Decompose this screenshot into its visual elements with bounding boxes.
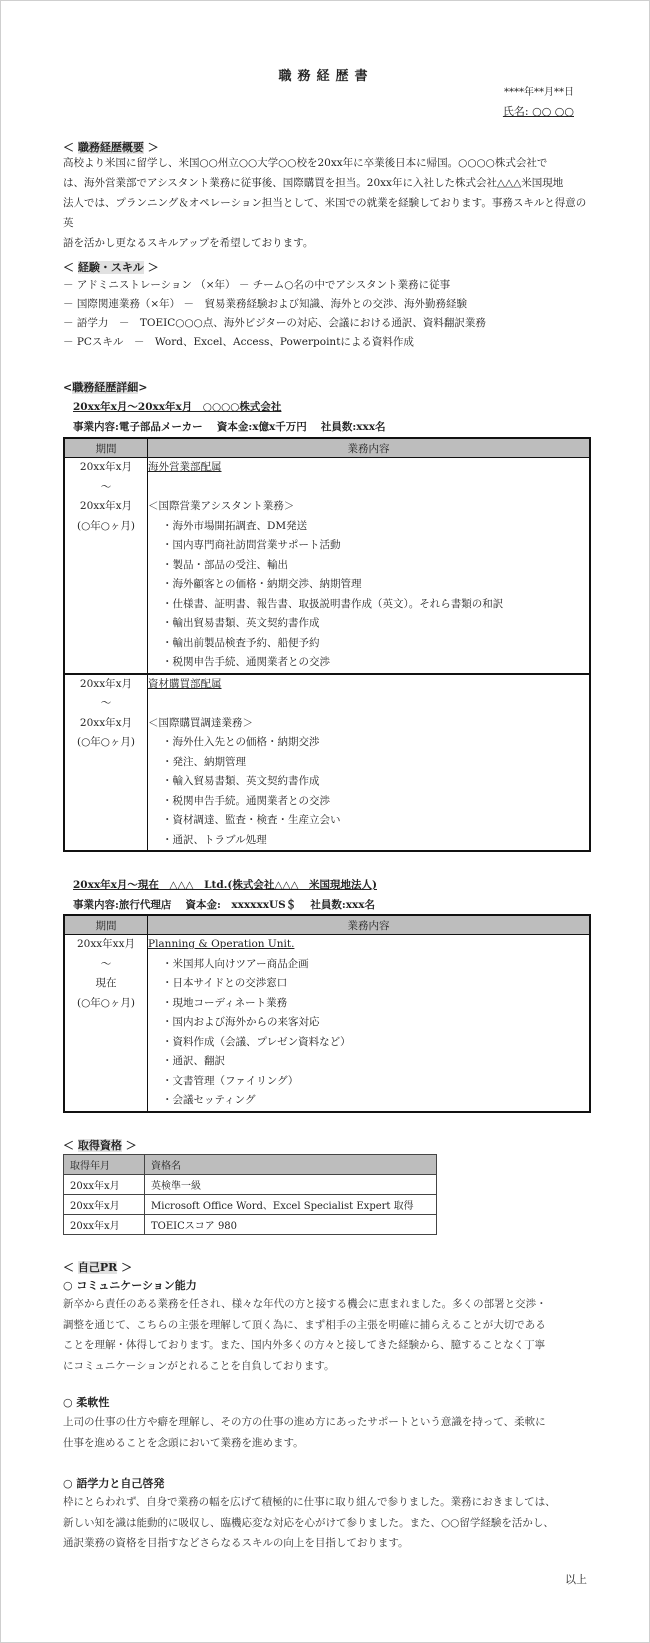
company1-info: 事業内容:電子部品メーカー 資本金:x億x千万円 社員数:xxx名 xyxy=(73,421,386,433)
pr-section-title: ○ コミュニケーション能力 xyxy=(63,1279,197,1292)
pr-section-text: 枠にとらわれず、自身で業務の幅を広げて積極的に仕事に取り組んで参りました。業務におきましては、 新しい知を識は能動的に吸収し、臨機応変な対応を心がけて参りました。また、○○留学経験を活かし、 通訳業務の資格を目指すなどさらなるスキルの向上を目指しております。 xyxy=(63,1496,556,1549)
skills-heading: ＜ 経験・スキル ＞ xyxy=(63,261,159,274)
summary-line: 高校より米国に留学し、米国○○州立○○大学○○校を20xx年に卒業後日本に帰国。○○○○株式会社で xyxy=(63,157,548,169)
period-cell: 20xx年xx月 ～ 現在 (○年○ヶ月) xyxy=(64,935,148,1112)
work-cell: Planning & Operation Unit. ・米国邦人向けツアー商品企画 ・日本サイドとの交渉窓口 ・現地コーディネート業務 ・国内および海外からの来客対応 ・資料作成（会議、プレゼン資料など） ・通訳、翻訳 ・文書管理（ファイリング） ・会議セッティング xyxy=(148,935,591,1112)
skills-list xyxy=(63,276,593,352)
col-date: 取得年月 xyxy=(64,1155,145,1175)
skill-item: － アドミニストレーション （×年） － チーム○名の中でアシスタント業務に従事 xyxy=(63,279,451,291)
period-cell: 20xx年x月 ～ 20xx年x月 (○年○ヶ月) xyxy=(64,674,148,852)
dept-label: Planning & Operation Unit. xyxy=(148,938,295,950)
table-row xyxy=(64,935,590,1112)
skill-item: － 国際関連業務（×年） － 貿易業務経験および知識、海外との交渉、海外勤務経験 xyxy=(63,298,467,310)
summary-heading: ＜ 職務経歴概要 ＞ xyxy=(63,141,159,154)
skill-item: － PCスキル － Word、Excel、Access、Powerpointによる資料作成 xyxy=(63,336,414,348)
col-period: 期間 xyxy=(64,438,148,458)
table-row xyxy=(64,674,590,852)
applicant-name: 氏名: ○○ ○○ xyxy=(502,105,574,118)
work-cell: 海外営業部配属 ＜国際営業アシスタント業務＞ ・海外市場開拓調査、DM発送 ・国内専門商社訪問営業サポート活動 ・製品・部品の受注、輸出 ・海外顧客との価格・納期交渉、納期管理 ・仕様書、証明書、報告書、取扱説明書作成（英文）。それら書類の和訳 ・輸出貿易書類、英文契約書作成 ・輸出前製品検査予約、船便予約 ・税関申告手続、通関業者との交渉 xyxy=(148,458,591,674)
col-period: 期間 xyxy=(64,915,148,935)
skill-item: － 語学力 － TOEIC○○○点、海外ビジターの対応、会議における通訳、資料翻訳業務 xyxy=(63,317,486,329)
table-row: 20xx年x月 英検準一級 xyxy=(64,1175,437,1195)
table-row: 20xx年x月 TOEICスコア 980 xyxy=(64,1215,437,1235)
work-cell: 資材購買部配属 ＜国際購買調達業務＞ ・海外仕入先との価格・納期交渉 ・発注、納期管理 ・輸入貿易書類、英文契約書作成 ・税関申告手続。通関業者との交渉 ・資材調達、監査・検査・生産立会い ・通訳、トラブル処理 xyxy=(148,674,591,852)
table-row xyxy=(64,458,590,674)
document-title: 職務経歴書 xyxy=(278,69,374,84)
pr-section-text: 上司の仕事の仕方や癖を理解し、その方の仕事の進め方にあったサポートという意識を持って、柔軟に 仕事を進めることを念頭において業務を進めます。 xyxy=(63,1416,546,1449)
col-work: 業務内容 xyxy=(148,438,591,458)
table-row: 20xx年x月 Microsoft Office Word、Excel Specialist Expert 取得 xyxy=(64,1195,437,1215)
dept-label: 海外営業部配属 xyxy=(148,461,222,473)
period-cell: 20xx年x月 ～ 20xx年x月 (○年○ヶ月) xyxy=(64,458,148,674)
sub-label: ＜国際購買調達業務＞ xyxy=(148,716,253,729)
company2-table xyxy=(63,914,591,1113)
summary-line: 語を活かし更なるスキルアップを希望しております。 xyxy=(63,237,314,249)
company2-info: 事業内容:旅行代理店 資本金: xxxxxxUS＄ 社員数:xxx名 xyxy=(73,899,376,911)
col-work: 業務内容 xyxy=(148,915,591,935)
summary-line: は、海外営業部でアシスタント業務に従事後、国際購買を担当。20xx年に入社した株式会社△△△米国現地 xyxy=(63,177,564,189)
company1-table xyxy=(63,437,591,852)
company2-title: 20xx年x月～現在 △△△ Ltd.(株式会社△△△ 米国現地法人) xyxy=(73,879,378,891)
sub-label: ＜国際営業アシスタント業務＞ xyxy=(148,500,295,512)
dept-label: 資材購買部配属 xyxy=(148,677,222,690)
summary-text xyxy=(63,153,593,253)
document-date: ****年**月**日 xyxy=(504,87,574,98)
summary-line: 法人では、プランニング＆オペレーション担当として、米国での就業を経験しております。事務スキルと得意の英 xyxy=(63,197,587,229)
col-name: 資格名 xyxy=(145,1155,437,1175)
pr-section-title: ○ 柔軟性 xyxy=(63,1396,110,1409)
closing-mark: 以上 xyxy=(565,1573,587,1586)
details-heading: <職務経歴詳細> xyxy=(63,381,148,394)
pr-section-text: 新卒から責任のある業務を任され、様々な年代の方と接する機会に恵まれました。多くの部署と交渉・ 調整を通じて、こちらの主張を理解して頂く為に、まず相手の主張を明確に捕らえることが大切である ことを理解・体得しております。また、国内外多くの方々と接してきた経験から、臆することなく丁寧 にコミュニケーションがとれることを自負しております。 xyxy=(63,1298,547,1372)
qualifications-heading: ＜ 取得資格 ＞ xyxy=(63,1139,137,1152)
qualifications-table xyxy=(63,1154,437,1235)
company1-title: 20xx年x月～20xx年x月 ○○○○株式会社 xyxy=(73,401,282,413)
pr-heading: ＜ 自己PR ＞ xyxy=(63,1261,133,1274)
pr-section-title: ○ 語学力と自己啓発 xyxy=(63,1477,165,1490)
